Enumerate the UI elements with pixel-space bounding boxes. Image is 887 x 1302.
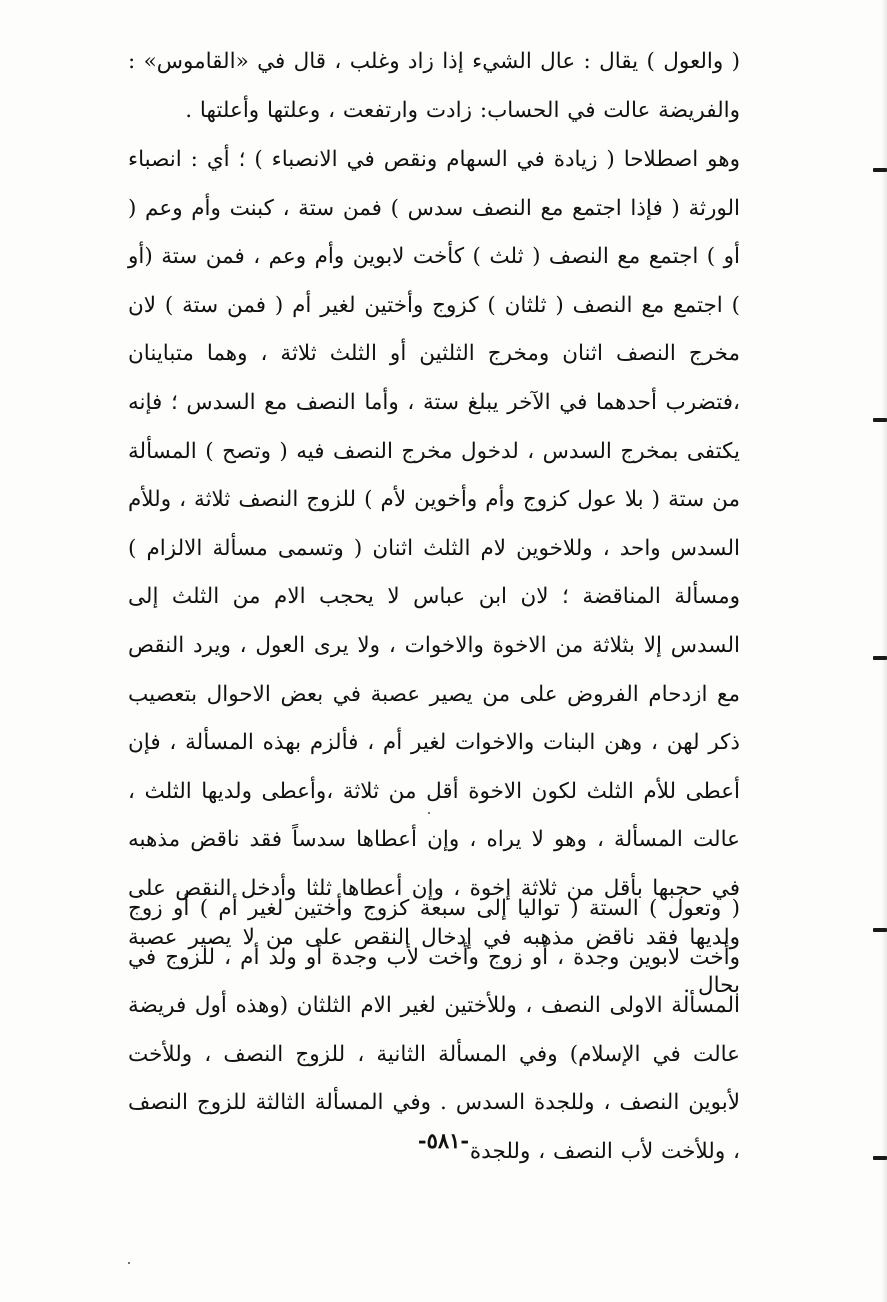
scan-speck (428, 812, 430, 814)
paragraph-technical-meaning: وهو اصطلاحا ( زيادة في السهام ونقص في الانصباء ) ؛ أي : انصباء الورثة ( فإذا اجتمع مع النصف سدس ) فمن ستة ، كبنت وأم وعم ( أو ) اجتمع مع النصف ( ثلث ) كأخت لابوين وأم وعم ، فمن ستة (أو ) اجتمع مع النصف ( ثلثان ) كزوج وأختين لغير أم ( فمن ستة ) لان مخرج النصف اثنان ومخرج الثلثين أو الثلث ثلاثة ، وهما متباينان ،فتضرب أحدهما في الآخر يبلغ ستة ، وأما النصف مع السدس ؛ فإنه يكتفى بمخرج السدس ، لدخول مخرج النصف فيه ( وتصح ) المسألة من ستة ( بلا عول كزوج وأم وأخوين لأم ) للزوج النصف ثلاثة ، وللأم السدس واحد ، وللاخوين لام الثلث اثنان ( وتسمى مسألة الالزام ) ومسألة المناقضة ؛ لان ابن عباس لا يحجب الام من الثلث إلى السدس إلا بثلاثة من الاخوة والاخوات ، ولا يرى العول ، ويرد النقص مع ازدحام الفروض على من يصير عصبة في بعض الاحوال بتعصيب ذكر لهن ، وهن البنات والاخوات لغير أم ، فألزم بهذه المسألة ، فإن أعطى للأم الثلث لكون الاخوة أقل من ثلاثة ،وأعطى ولديها الثلث ، عالت المسألة ، وهو لا يراه ، وإن أعطاها سدساً فقد ناقض مذهبه في حجبها بأقل من ثلاثة إخوة ، وإن أعطاها ثلثا وأدخل النقص على ولديها فقد ناقض مذهبه في إدخال النقص على من لا يصير عصبة بحال . (128, 147, 740, 999)
page-number: -٥٨١- (417, 1128, 470, 1153)
text-column-middle (128, 136, 740, 1011)
paragraph-six-increases: ( وتعول ) الستة ( تواليا إلى سبعة كزوج وأختين لغير أم ) أو زوج وأخت لابوين وجدة ، أو زوج وأخت لأب وجدة أو ولد أم ، للزوج في المسألة الاولى النصف ، وللأختين لغير الام الثلثان (وهذه أول فريضة عالت في الإسلام) وفي المسألة الثانية ، للزوج النصف ، وللأخت لأبوين النصف ، وللجدة السدس . وفي المسألة الثالثة للزوج النصف ، وللأخت لأب النصف ، وللجدة (128, 896, 740, 1164)
page-edge-shadow (881, 0, 887, 1302)
paragraph-definition-awl: ( والعول ) يقال : عال الشيء إذا زاد وغلب ، قال في «القاموس» : والفريضة عالت في الحساب: زادت وارتفعت ، وعلتها وأعلتها . (128, 49, 740, 123)
text-column-top (128, 38, 740, 135)
scan-speck (128, 1262, 130, 1264)
